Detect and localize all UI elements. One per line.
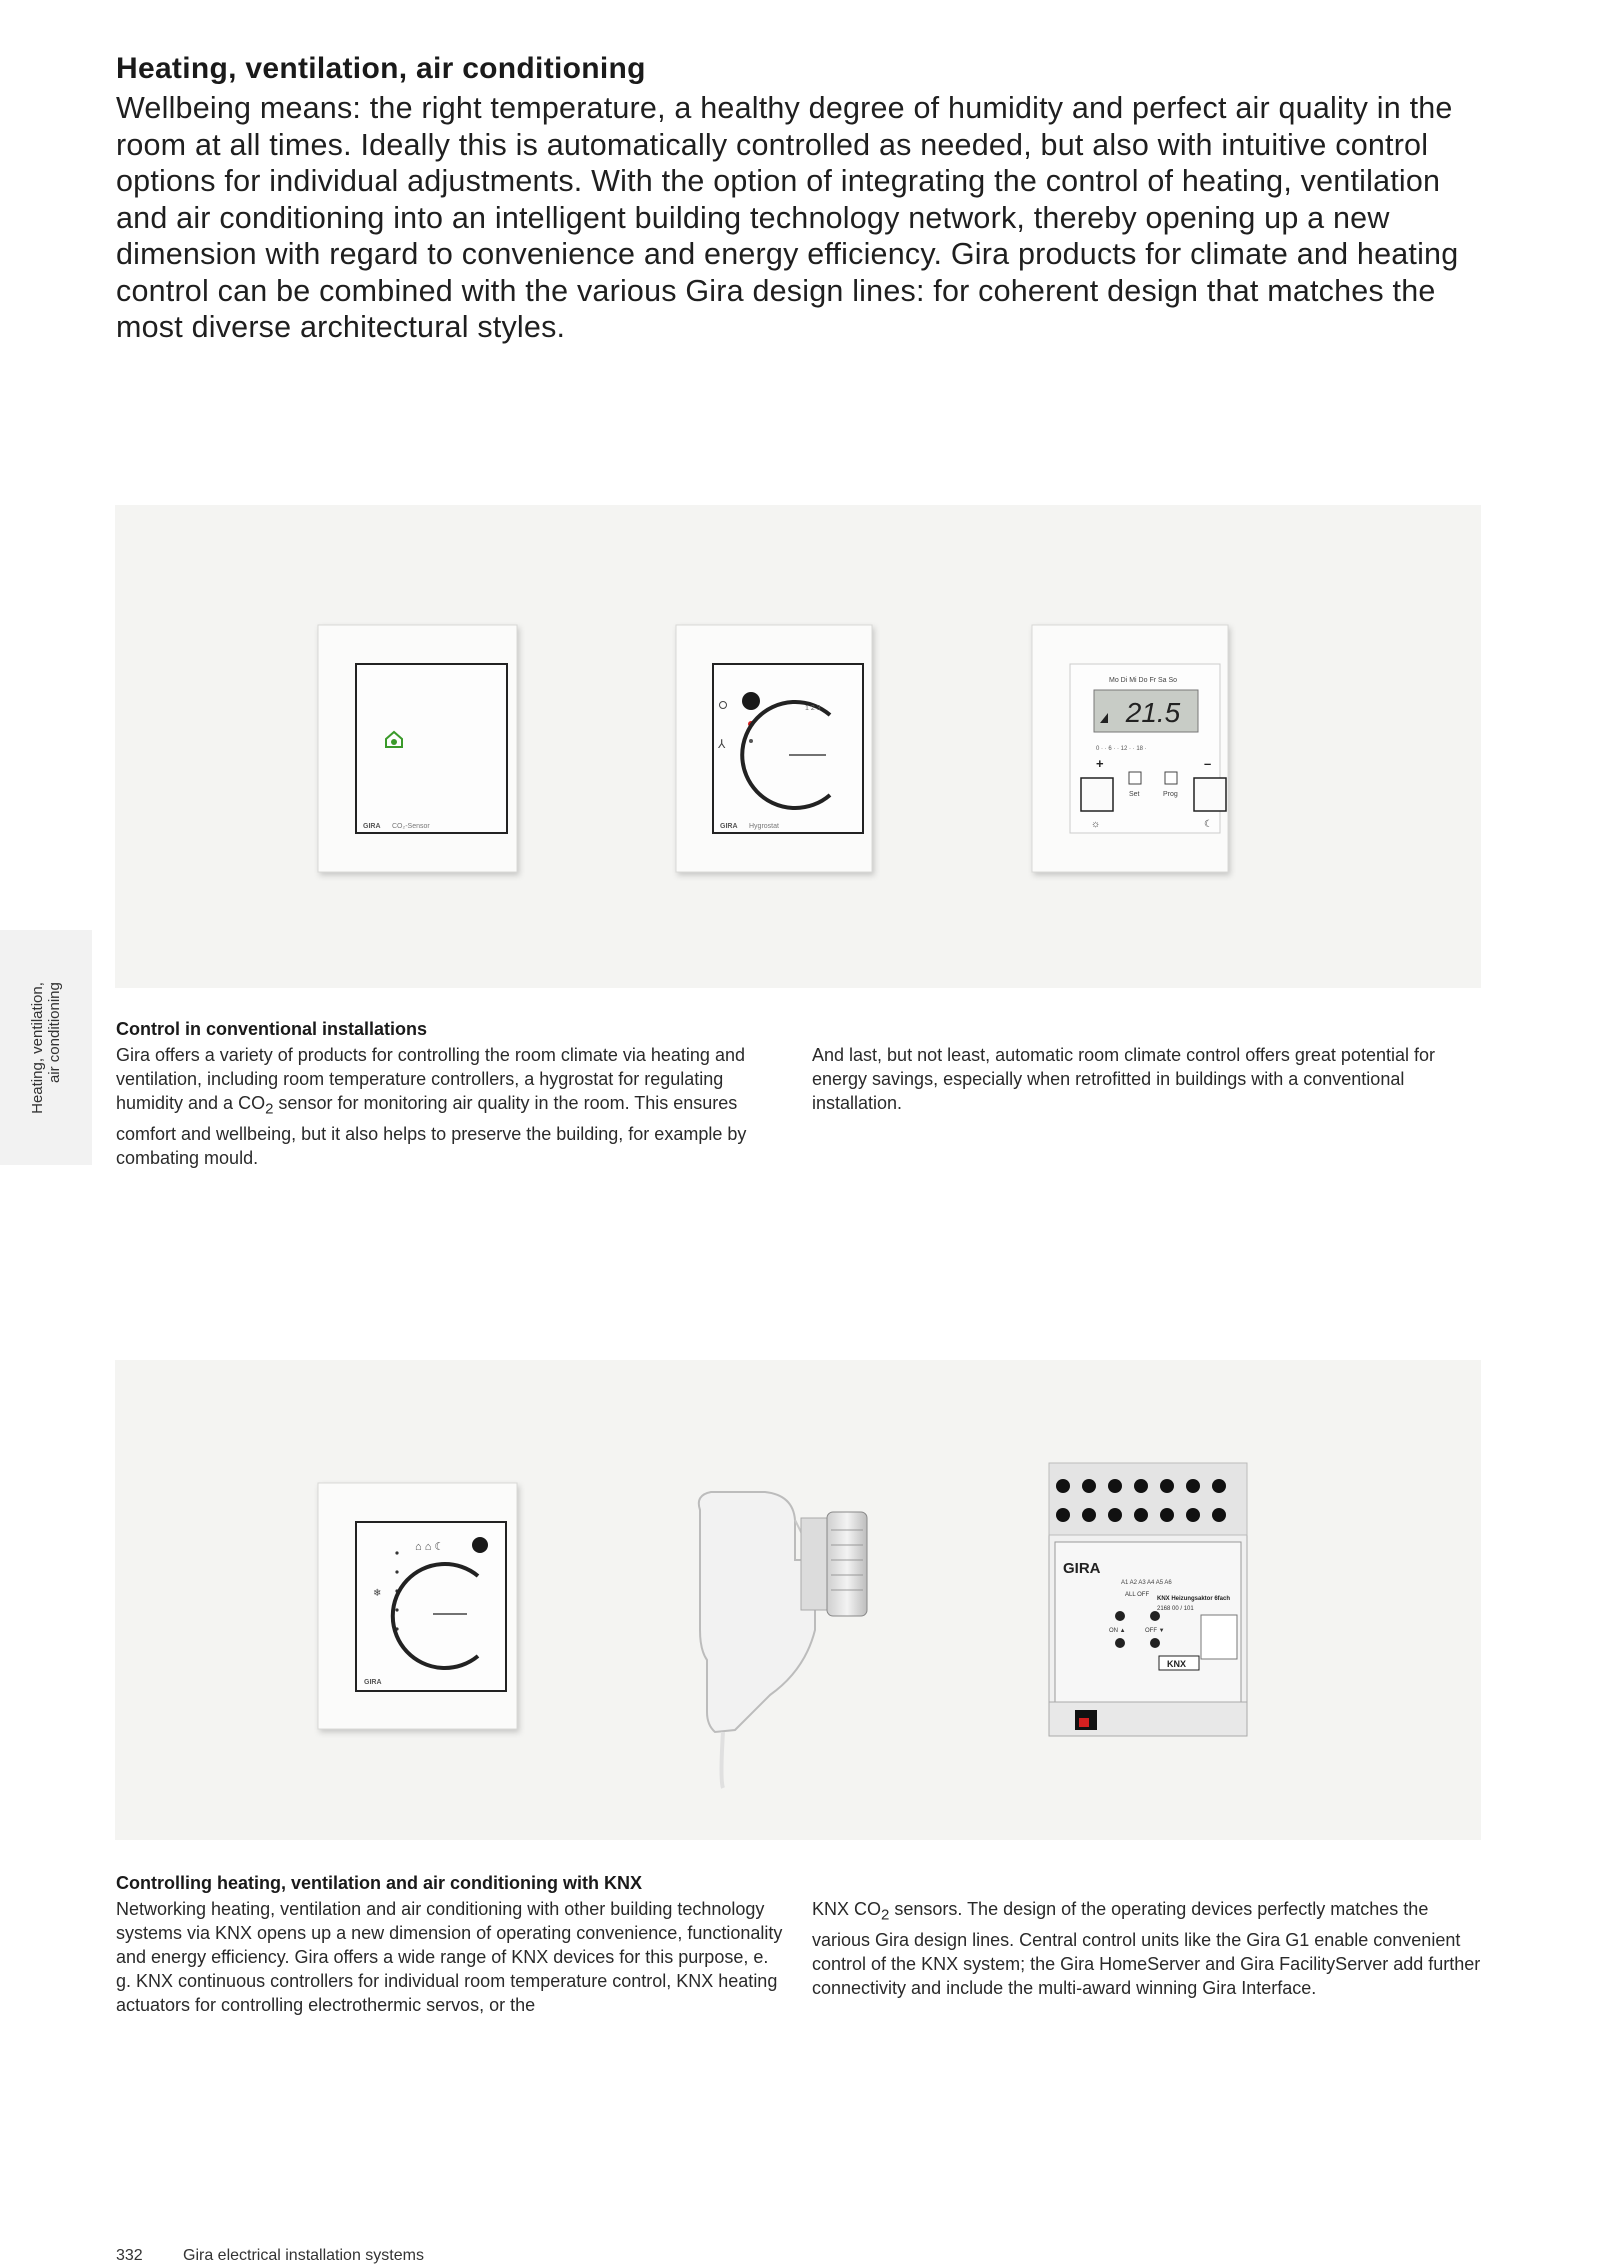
actuator-button (1150, 1611, 1160, 1621)
section1-col1-text-cont: sensor for monitoring air quality in the room. This ensures comfort and wellbeing, but it also helps to preserve the building, for example by combating mould. (116, 1093, 747, 1168)
actuator-product: KNX Heizungsaktor 6fach (1157, 1596, 1231, 1602)
co2-sensor-device (318, 625, 517, 872)
section2-col2 (812, 1897, 1482, 2000)
section1-col1-text: Gira offers a variety of products for controlling the room climate via heating and ventilation, including room temperature controllers, a hygrostat for regulating humidity and a CO (116, 1045, 745, 1113)
co2-brand: GIRA (363, 823, 381, 830)
section1-col2: And last, but not least, automatic room climate control offers great potential for energy savings, especially when retrofitted in buildings with a conventional installation. (812, 1045, 1435, 1113)
actuator-brand: GIRA (1063, 1560, 1101, 1577)
actuator-button (1150, 1638, 1160, 1648)
section2-col2-text: KNX CO (812, 1899, 882, 1919)
hygrostat-label: Hygrostat (749, 823, 779, 830)
actuator-code: 2168 00 / 101 (1157, 1606, 1194, 1612)
plus-button (1081, 778, 1113, 811)
intro-paragraph: Wellbeing means: the right temperature, a healthy degree of humidity and perfect air quality in the room at all times. Ideally this is automatically controlled as needed, but also with intuitive control options for individual adjustments. With the option of integrating the control of heating, ventilation and air conditioning into an intelligent building technology network, thereby opening up a new dimension with regard to convenience and energy efficiency. Gira products for climate and heating control can be combined with the various Gira design lines: for coherent design that matches the most diverse architectural styles. (116, 91, 1459, 344)
side-tab-line1: Heating, ventilation, (29, 981, 46, 1114)
page-number: 332 (116, 2247, 143, 2264)
section1-col1 (116, 1043, 786, 1170)
controller-button (472, 1537, 488, 1553)
electrothermic-servo (699, 1492, 867, 1788)
clock-thermostat-device (1032, 625, 1228, 872)
moon-icon: ☾ (1204, 819, 1213, 830)
co2-label: CO₂-Sensor (392, 823, 430, 830)
hygrostat-device (676, 625, 872, 872)
controller-brand: GIRA (364, 1679, 382, 1686)
side-tab-line2: air conditioning (46, 981, 63, 1083)
snowflake-icon: ❄ (373, 1588, 382, 1599)
product-photo-panel-top (115, 505, 1481, 988)
side-tab-label (0, 930, 92, 1165)
servo-cable (722, 1732, 724, 1788)
product-photo-panel-bottom (115, 1360, 1481, 1840)
all-off-label: ALL OFF (1125, 1592, 1150, 1598)
hygrostat-knob-button (742, 692, 760, 710)
section1-heading: Control in conventional installations (116, 1019, 428, 1039)
actuator-button (1115, 1611, 1125, 1621)
page-title: Heating, ventilation, air conditioning (116, 52, 646, 85)
section2-col1: Networking heating, ventilation and air conditioning with other building technology systems via KNX opens up a new dimension of operating convenience, functionality and energy efficiency. Gira offers a wide range of KNX devices for this purpose, e. g. KNX continuous controllers for individual room temperature control, KNX heating actuators for controlling electrothermic servos, or the (116, 1899, 783, 2015)
status-led (1079, 1718, 1089, 1727)
clock-days: Mo Di Mi Do Fr Sa So (1109, 677, 1178, 684)
knx-heating-actuator (1049, 1463, 1247, 1736)
section2-heading: Controlling heating, ventilation and air conditioning with KNX (116, 1873, 642, 1893)
section2-col2-text-cont: sensors. The design of the operating devices perfectly matches the various Gira design lines. Central control units like the Gira G1 enable convenient control of the KNX system; the Gira HomeServer and Gira FacilityServer add further connectivity and include the multi-award winning Gira Interface. (812, 1899, 1481, 1998)
fan-icon: ⅄ (718, 737, 726, 751)
prog-label: Prog (1163, 791, 1178, 798)
clock-temperature: 21.5 (1125, 697, 1181, 728)
publication-title: Gira electrical installation systems (183, 2247, 424, 2264)
set-label: Set (1129, 791, 1140, 798)
plus-label: + (1096, 756, 1104, 771)
on-label: ON ▲ (1109, 1628, 1126, 1634)
actuator-button (1115, 1638, 1125, 1648)
co2-subscript: 2 (265, 1100, 274, 1118)
hygrostat-scale: 1 2 3 (805, 705, 821, 712)
hygrostat-brand: GIRA (720, 823, 738, 830)
minus-label: – (1204, 756, 1212, 771)
knx-logo: KNX (1167, 1659, 1187, 1669)
sun-icon: ☼ (1091, 819, 1101, 830)
minus-button (1194, 778, 1226, 811)
servo-nut (827, 1512, 867, 1616)
knx-controller-device (318, 1483, 517, 1729)
actuator-outputs: A1 A2 A3 A4 A5 A6 (1121, 1580, 1172, 1586)
mode-icons: ⌂ ⌂ ☾ (415, 1541, 445, 1553)
prog-button (1165, 772, 1177, 784)
off-label: OFF ▼ (1145, 1628, 1165, 1634)
co2-subscript: 2 (881, 1906, 890, 1924)
clock-scale: 0 · · 6 · · 12 · · 18 · (1096, 746, 1147, 752)
set-button (1129, 772, 1141, 784)
